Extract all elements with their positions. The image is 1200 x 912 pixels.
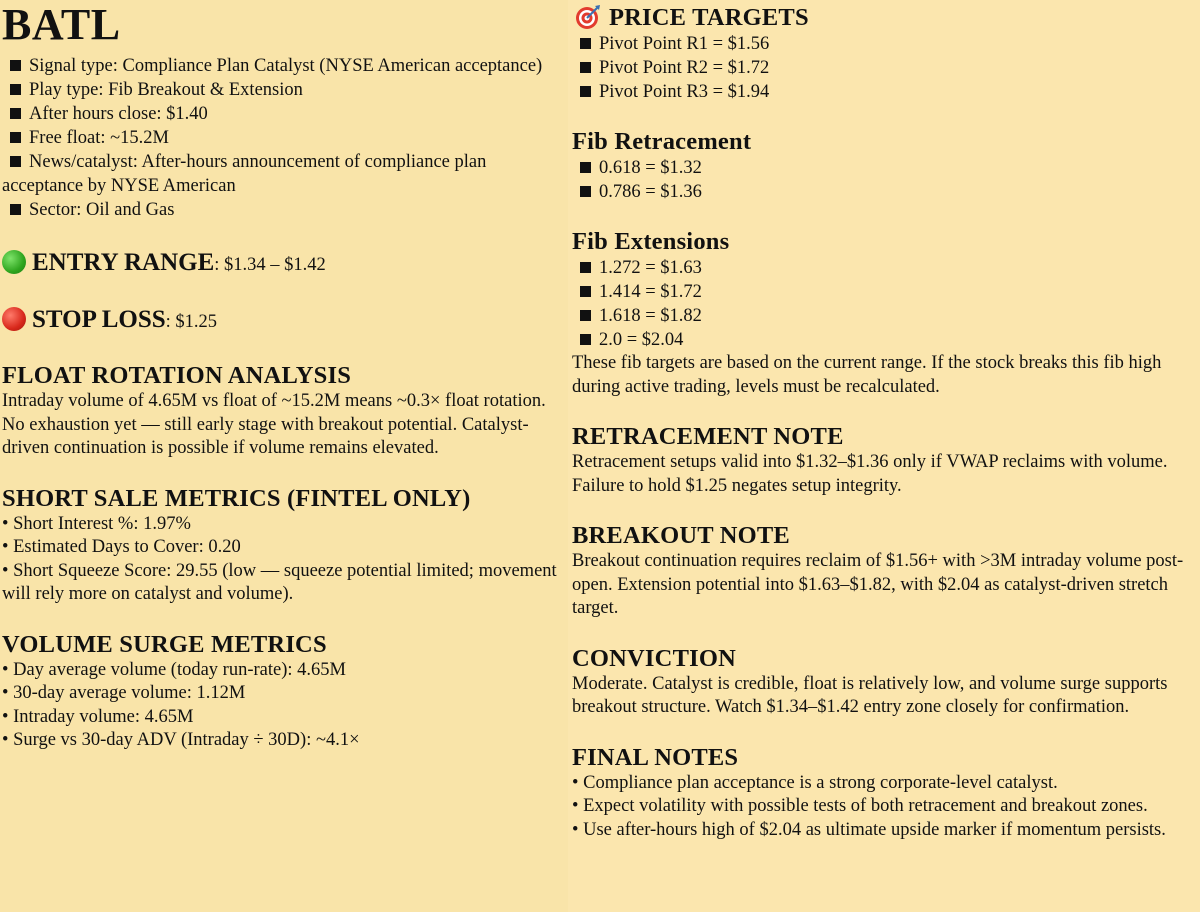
bullet-square-icon [580,334,591,345]
fib-extensions-title: Fib Extensions [572,228,730,255]
float-rotation-section [2,362,568,461]
overview-item: Free float: ~15.2M [2,126,568,150]
entry-range-label: ENTRY RANGE [32,249,215,276]
fib-retracement-title: Fib Retracement [572,128,752,155]
bullet-square-icon [580,262,591,273]
bullet-square-icon [10,84,21,95]
price-targets-section [572,4,1200,104]
bullet-square-icon [580,310,591,321]
final-notes-title: FINAL NOTES [572,743,739,771]
price-targets-heading [572,4,1200,32]
conviction-text: Moderate. Catalyst is credible, float is relatively low, and volume surge supports breakout structure. Watch $1.34–$1.42 entry zone closely for confirmation. [572,673,1168,717]
bullet-square-icon [580,38,591,49]
fib-extensions-note: These fib targets are based on the current range. If the stock breaks this fib high during active trading, levels must be recalculated. [572,353,1162,397]
breakout-note-text: Breakout continuation requires reclaim of $1.56+ with >3M intraday volume post-open. Extension potential into $1.63–$1.82, with $2.04 as catalyst-driven stretch target. [572,551,1184,618]
bullet-square-icon [580,286,591,297]
bullet-square-icon [10,156,21,167]
fib-extensions-section [572,228,1200,399]
volume-surge-item: • Surge vs 30-day ADV (Intraday ÷ 30D): ~4.1× [2,730,360,750]
volume-surge-section [2,631,568,753]
price-target-item: Pivot Point R1 = $1.56 [572,32,1200,56]
retracement-note-section [572,423,1200,498]
float-rotation-text: Intraday volume of 4.65M vs float of ~15.2M means ~0.3× float rotation. No exhaustion yet — still early stage with breakout potential. Catalyst-driven continuation is possible if volume remains elevated. [2,391,546,458]
overview-item: Sector: Oil and Gas [2,198,568,222]
fib-extension-item: 1.618 = $1.82 [572,304,1200,328]
final-notes-item: • Expect volatility with possible tests of both retracement and breakout zones. [572,796,1148,816]
stop-loss-value: : $1.25 [165,312,218,332]
fib-retracement-section [572,128,1200,204]
price-target-item: Pivot Point R3 = $1.94 [572,80,1200,104]
bullet-square-icon [580,162,591,173]
final-notes-item: • Use after-hours high of $2.04 as ultimate upside marker if momentum persists. [572,819,1166,840]
breakout-note-title: BREAKOUT NOTE [572,522,790,549]
bullet-square-icon [580,86,591,97]
short-sale-title: SHORT SALE METRICS (FINTEL ONLY) [2,484,471,512]
conviction-title: CONVICTION [572,644,736,672]
overview-item: News/catalyst: After-hours announcement of compliance plan acceptance by NYSE American [2,152,487,196]
overview-item: Play type: Fib Breakout & Extension [2,78,568,102]
entry-range [2,248,568,280]
price-targets-title: PRICE TARGETS [609,4,809,31]
bullet-square-icon [580,62,591,73]
fib-extension-item: 1.272 = $1.63 [572,256,1200,280]
overview-list [2,54,568,222]
ticker-title: BATL [2,0,121,49]
fib-retracement-item: 0.618 = $1.32 [572,156,1200,180]
red-circle-icon [2,307,26,331]
target-icon [575,4,601,30]
short-sale-item: • Estimated Days to Cover: 0.20 [2,537,241,557]
fib-extension-item: 2.0 = $2.04 [572,328,1200,352]
left-column [0,0,568,753]
green-circle-icon [2,250,26,274]
breakout-note-section [572,522,1200,621]
volume-surge-item: • 30-day average volume: 1.12M [2,683,246,703]
bullet-square-icon [10,132,21,143]
bullet-square-icon [10,108,21,119]
fib-extension-item: 1.414 = $1.72 [572,280,1200,304]
final-notes-section [572,744,1200,843]
entry-range-value: : $1.34 – $1.42 [214,255,326,275]
retracement-note-text: Retracement setups valid into $1.32–$1.36 only if VWAP reclaims with volume. Failure to hold $1.25 negates setup integrity. [572,452,1168,496]
overview-item: Signal type: Compliance Plan Catalyst (NYSE American acceptance) [2,54,568,78]
final-notes-item: • Compliance plan acceptance is a strong corporate-level catalyst. [572,772,1058,793]
short-sale-item: • Short Squeeze Score: 29.55 (low — squeeze potential limited; movement will rely more on catalyst and volume). [2,560,557,604]
bullet-square-icon [10,60,21,71]
bullet-square-icon [580,186,591,197]
short-sale-section [2,485,568,607]
retracement-note-title: RETRACEMENT NOTE [572,423,844,450]
conviction-section [572,645,1200,720]
volume-surge-item: • Day average volume (today run-rate): 4.65M [2,659,346,680]
stop-loss-label: STOP LOSS [32,306,166,333]
bullet-square-icon [10,204,21,215]
short-sale-item: • Short Interest %: 1.97% [2,513,191,534]
price-target-item: Pivot Point R2 = $1.72 [572,56,1200,80]
fib-retracement-item: 0.786 = $1.36 [572,180,1200,204]
stop-loss [2,305,568,337]
float-rotation-title: FLOAT ROTATION ANALYSIS [2,362,352,389]
volume-surge-title: VOLUME SURGE METRICS [2,630,327,658]
overview-item: After hours close: $1.40 [2,102,568,126]
volume-surge-item: • Intraday volume: 4.65M [2,706,194,727]
right-column [568,0,1200,912]
